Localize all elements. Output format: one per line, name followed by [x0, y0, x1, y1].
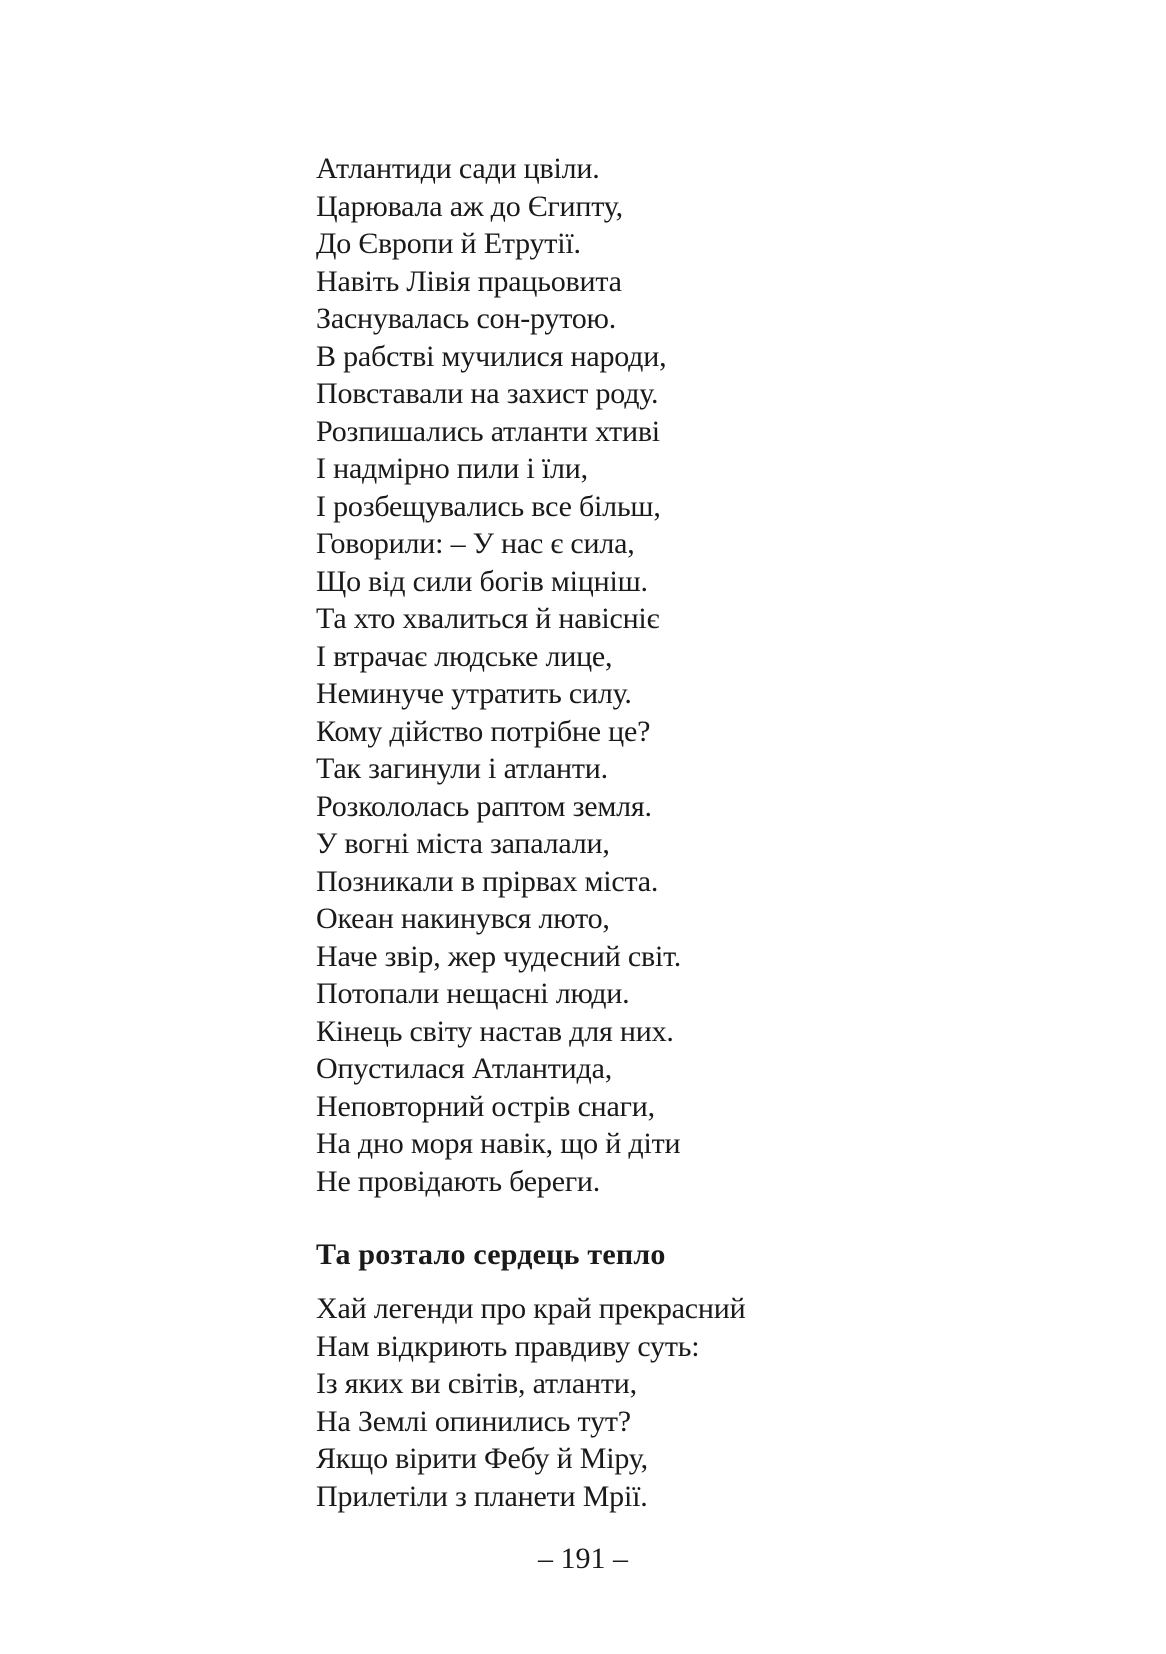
poem-line: І розбещувались все більш, — [316, 489, 661, 523]
poem-line: Що від сили богів міцніш. — [316, 564, 648, 598]
poem-line: Повставали на захист роду. — [316, 377, 659, 410]
poem-line: Розпишались атланти хтиві — [316, 414, 660, 448]
poem-line: Не провідають береги. — [316, 1164, 601, 1198]
poem-line: Потопали нещасні люди. — [316, 977, 630, 1010]
poem-line: Наче звір, жер чудесний світ. — [316, 939, 682, 973]
poem-line: Якщо вірити Фебу й Міру, — [316, 1442, 648, 1475]
poem-line: Заснувалась сон-рутою. — [316, 302, 617, 335]
poem-part-2 — [316, 1290, 1116, 1515]
poem-line: Із яких ви світів, атланти, — [316, 1367, 637, 1400]
poem-line: У вогні міста запалали, — [316, 827, 610, 860]
poem-line: Кому дійство потрібне це? — [316, 714, 651, 748]
poem-text — [316, 150, 1116, 1515]
poem-line: На дно моря навік, що й діти — [316, 1127, 681, 1160]
poem-line: Так загинули і атланти. — [316, 752, 608, 785]
poem-line: Говорили: – У нас є сила, — [316, 527, 635, 560]
poem-line: Неповторний острів снаги, — [316, 1089, 655, 1123]
poem-line: Розкололась раптом земля. — [316, 789, 652, 823]
poem-line: Позникали в прірвах міста. — [316, 864, 659, 898]
poem-line: Атлантиди сади цвіли. — [316, 152, 600, 185]
poem-line: Неминуче утратить силу. — [316, 677, 632, 710]
poem-line: І втрачає людське лице, — [316, 639, 613, 673]
poem-line: Опустилася Атлантида, — [316, 1052, 613, 1085]
poem-line: Океан накинувся люто, — [316, 902, 610, 935]
poem-line: До Європи й Етрутії. — [316, 227, 581, 260]
poem-line: Навіть Лівія працьовита — [316, 264, 622, 298]
poem-line: На Землі опинились тут? — [316, 1404, 631, 1438]
poem-line: Нам відкриють правдиву суть: — [316, 1329, 700, 1363]
section-title: Та розтало сердець тепло — [316, 1238, 666, 1271]
poem-line: Хай легенди про край прекрасний — [316, 1292, 746, 1325]
page-number: – 191 – — [538, 1542, 628, 1575]
poem-line: Кінець світу настав для них. — [316, 1014, 674, 1048]
poem-line: Та хто хвалиться й навісніє — [316, 602, 660, 635]
poem-line: І надмірно пили і їли, — [316, 452, 588, 485]
poem-line: В рабстві мучилися народи, — [316, 339, 667, 373]
poem-line: Царювала аж до Єгипту, — [316, 189, 623, 223]
poem-line: Прилетіли з планети Мрії. — [316, 1479, 648, 1513]
poem-part-1 — [316, 150, 1116, 1200]
